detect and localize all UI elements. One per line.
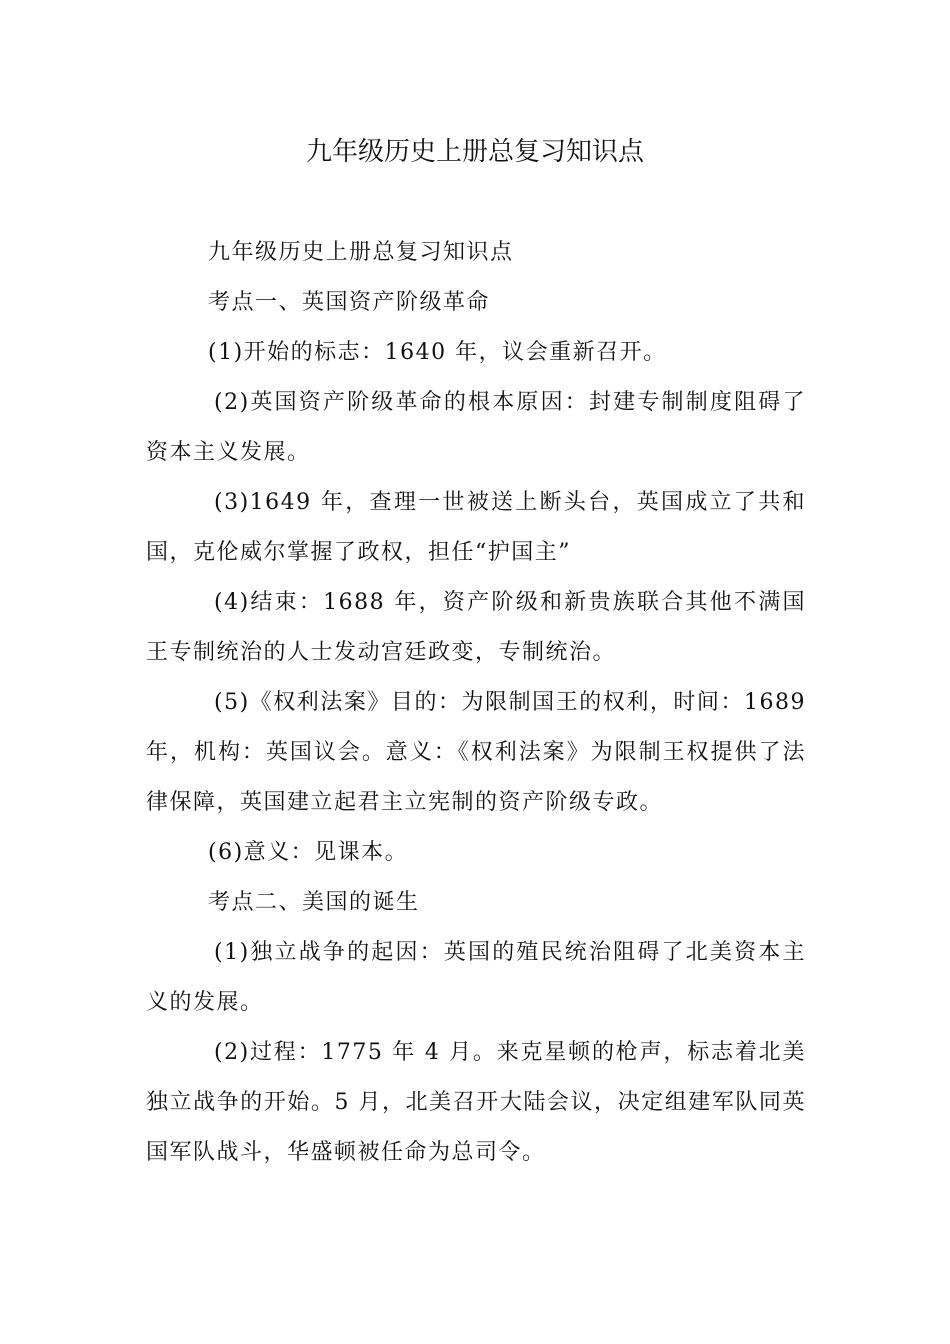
document-body xyxy=(146,228,806,1178)
paragraph-section-2-heading: 考点二、美国的诞生 xyxy=(208,890,420,915)
paragraph-2-1: (1)独立战争的起因：英国的殖民统治阻碍了北美资本主义的发展。 xyxy=(146,940,806,1015)
paragraph-1-1: (1)开始的标志：1640 年，议会重新召开。 xyxy=(208,340,667,365)
paragraph-1-3: (3)1649 年，查理一世被送上断头台，英国成立了共和国，克伦威尔掌握了政权，担任“护国主” xyxy=(146,490,806,565)
paragraph-subtitle: 九年级历史上册总复习知识点 xyxy=(208,240,514,265)
paragraph-1-5: (5)《权利法案》目的：为限制国王的权利，时间：1689 年，机构：英国议会。意义：《权利法案》为限制王权提供了法律保障，英国建立起君主立宪制的资产阶级专政。 xyxy=(146,690,806,815)
paragraph-1-6: (6)意义：见课本。 xyxy=(208,840,409,865)
paragraph-1-2: (2)英国资产阶级革命的根本原因：封建专制制度阻碍了资本主义发展。 xyxy=(146,390,806,465)
paragraph-1-4: (4)结束：1688 年，资产阶级和新贵族联合其他不满国王专制统治的人士发动宫廷政变，专制统治。 xyxy=(146,590,806,665)
paragraph-2-2: (2)过程：1775 年 4 月。来克星顿的枪声，标志着北美独立战争的开始。5 月，北美召开大陆会议，决定组建军队同英国军队战斗，华盛顿被任命为总司令。 xyxy=(146,1040,806,1165)
document-title: 九年级历史上册总复习知识点 xyxy=(305,137,644,167)
paragraph-section-1-heading: 考点一、英国资产阶级革命 xyxy=(208,290,491,315)
